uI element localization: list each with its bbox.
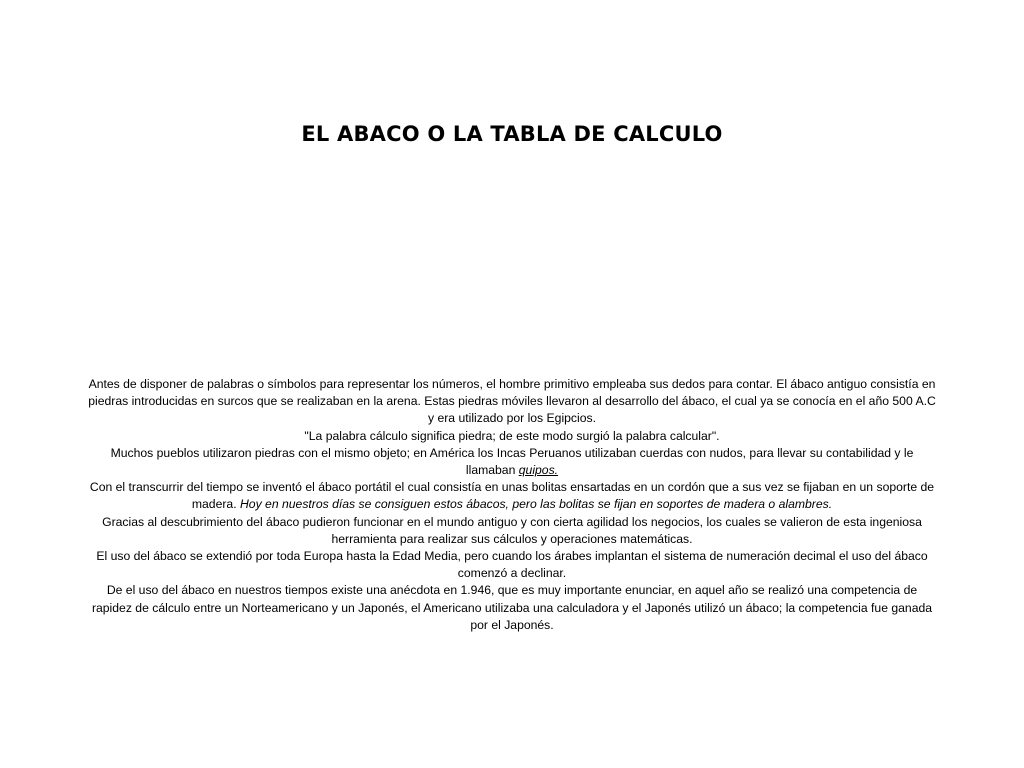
paragraph-cita: "La palabra cálculo significa piedra; de este modo surgió la palabra calcular". (304, 428, 720, 443)
quipos-emphasis: quipos. (518, 463, 559, 478)
paragraph-origen: Antes de disponer de palabras o símbolos para representar los números, el hombre primitivo empleaba sus dedos para contar. El ábaco antiguo consistía en piedras introducidas en surcos que se realizaban en la arena. Estas piedras móviles llevaron al desarrollo del ábaco, el cual ya se conocía en el año 500 A.C y era utilizado por los Egipcios. (88, 377, 936, 426)
paragraph-edad-media: El uso del ábaco se extendió por toda Europa hasta la Edad Media, pero cuando los árabes implantan el sistema de numeración decimal el uso del ábaco comenzó a declinar. (96, 549, 928, 581)
paragraph-abaco-portatil-italic: Hoy en nuestros días se consiguen estos ábacos, pero las bolitas se fijan en soportes de madera o alambres. (239, 497, 833, 512)
paragraph-quipos-text: Muchos pueblos utilizaron piedras con el mismo objeto; en América los Incas Peruanos utilizaban cuerdas con nudos, para llevar su contabilidad y le llamaban (110, 445, 914, 478)
body-text (88, 376, 936, 634)
paragraph-anecdota: De el uso del ábaco en nuestros tiempos existe una anécdota en 1.946, que es muy importante enunciar, en aquel año se realizó una competencia de rapidez de cálculo entre un Norteamericano y un Japonés, el Americano utilizaba una calculadora y el Japonés utilizó un ábaco; la competencia fue ganada por el Japonés. (91, 583, 933, 632)
slide-title: EL ABACO O LA TABLA DE CALCULO (301, 122, 723, 146)
paragraph-abaco-portatil-text: Con el transcurrir del tiempo se inventó el ábaco portátil el cual consistía en unas bolitas ensartadas en un cordón que a sus vez se fijaban en un soporte de madera. (89, 480, 935, 512)
paragraph-abaco-portatil (88, 479, 936, 513)
paragraph-negocios: Gracias al descubrimiento del ábaco pudieron funcionar en el mundo antiguo y con cierta agilidad los negocios, los cuales se valieron de esta ingeniosa herramienta para realizar sus cálculos y operaciones matemáticas. (102, 514, 922, 546)
paragraph-quipos (88, 445, 936, 479)
